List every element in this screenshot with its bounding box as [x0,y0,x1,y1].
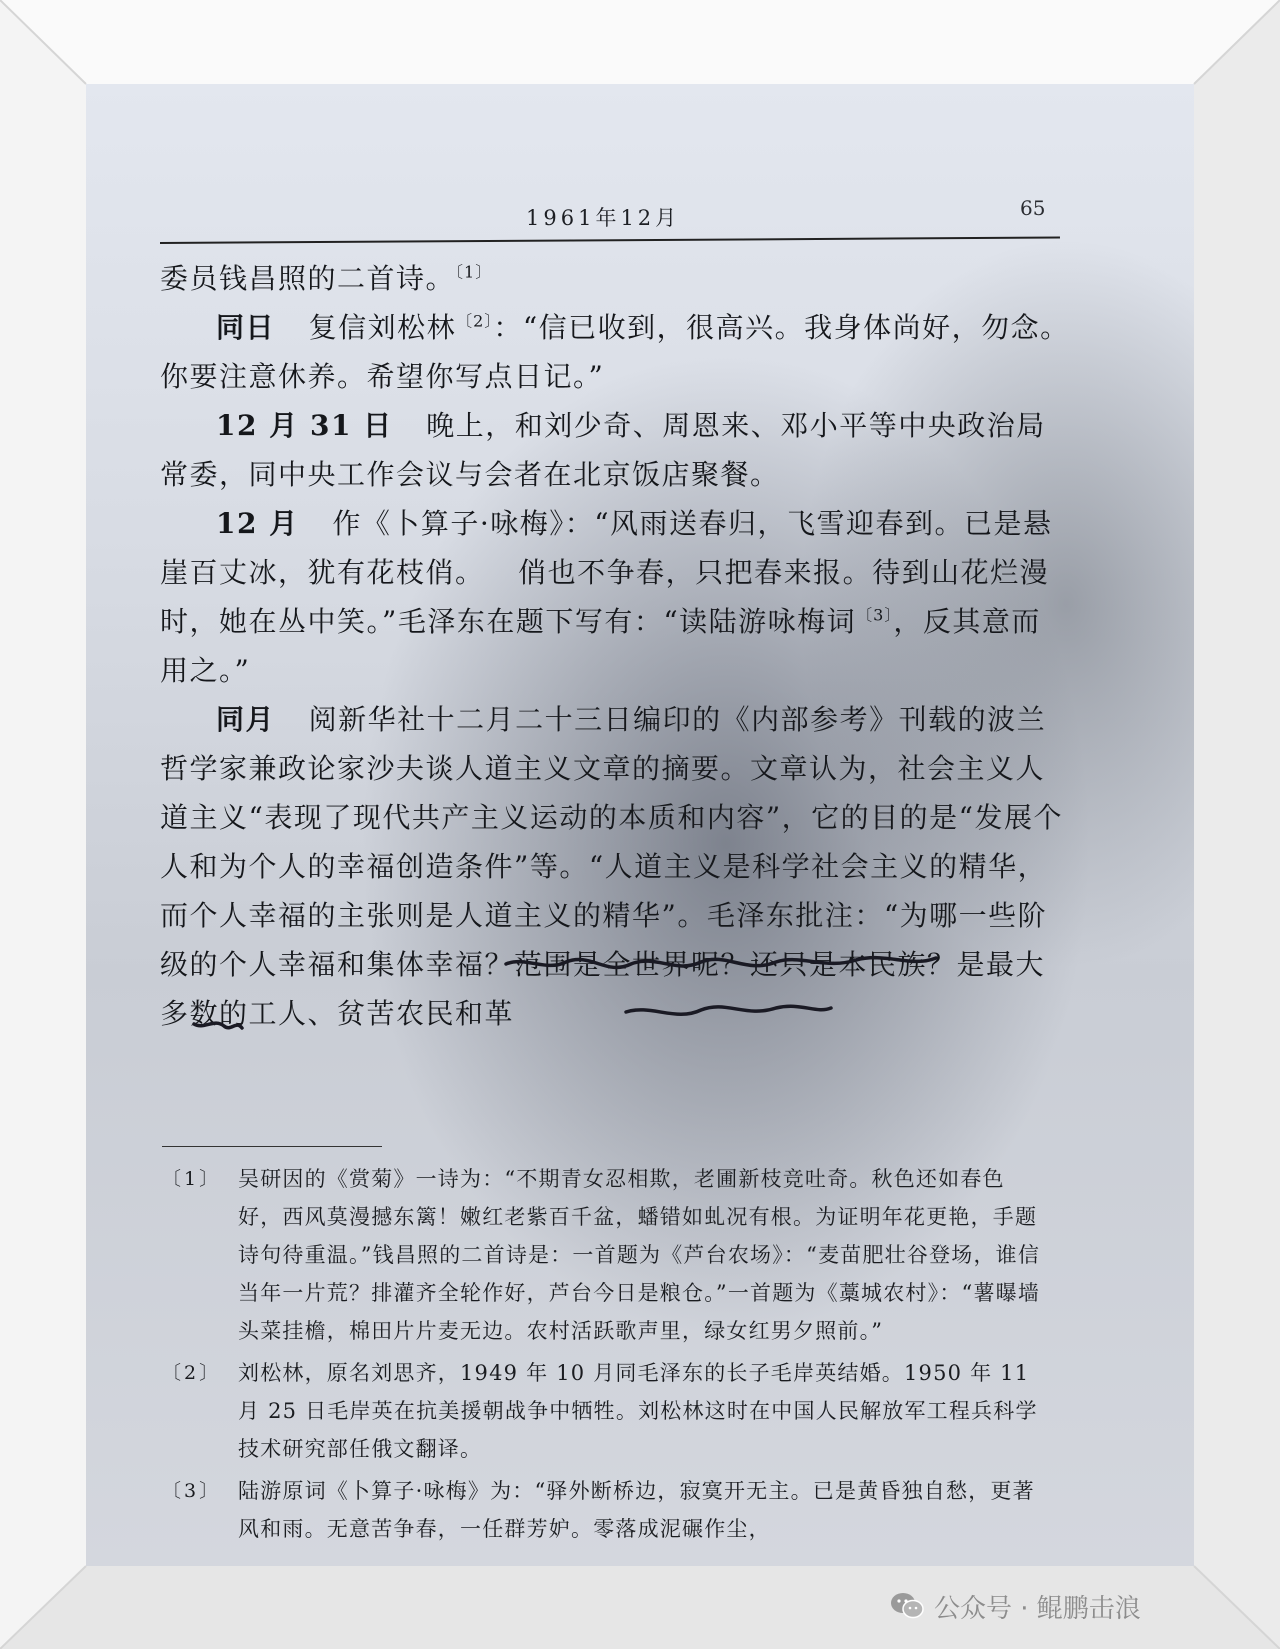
entry-date: 同月 [216,703,276,736]
book-page-photo [86,84,1194,1566]
footnote-rule [162,1146,382,1147]
footnote-text: 陆游原词《卜算子·咏梅》为：“驿外断桥边，寂寞开无主。已是黄昏独自愁，更著风和雨。无意苦争春，一任群芳妒。零落成泥碾作尘， [238,1479,1035,1541]
paragraph-2: 同日 复信刘松林$^{〔2〕}$：“信已收到，很高兴。我身体尚好，勿念。你要注意休养。希望你写点日记。” [160,311,1070,393]
footnote-number: 〔2〕 [162,1362,222,1384]
entry-date: 12 月 [216,507,299,540]
paragraph-3: 12 月 31 日 晚上，和刘少奇、周恩来、邓小平等中央政治局常委，同中央工作会议与会者在北京饭店聚餐。 [160,409,1046,491]
entry-date: 同日 [216,311,276,344]
footnote-ref-1: 〔1〕 [455,262,493,282]
paragraph-5: 同月 阅新华社十二月二十三日编印的《内部参考》刊载的波兰哲学家兼政论家沙夫谈人道主义文章的摘要。文章认为，社会主义人道主义“表现了现代共产主义运动的本质和内容”，它的目的是“发展个人和为个人的幸福创造条件”等。“人道主义是科学社会主义的精华，而个人幸福的主张则是人道主义的精华”。毛泽东批注：“为哪一些阶级的个人幸福和集体幸福？范围是全世界呢？还只是本民族？是最大多数的工人、贫苦农民和革 [160,703,1063,1030]
account-watermark [890,1586,1141,1626]
footnote-ref-3: 〔3〕 [856,605,894,625]
page-number: 65 [1020,196,1046,220]
footnote-number: 〔1〕 [162,1168,222,1190]
main-text [160,254,1070,1038]
paragraph-1: 委员钱昌照的二首诗。$^{〔1〕}$ [160,262,493,295]
wechat-icon [890,1592,924,1620]
footnote-3 [162,1472,1042,1544]
footnote-ref-2: 〔2〕 [456,311,494,331]
footnote-2 [162,1354,1042,1468]
footnotes [162,1160,1042,1548]
watermark-label: 公众号 · 鲲鹏击浪 [934,1593,1141,1624]
paragraph-4: 12 月 作《卜算子·咏梅》：“风雨送春归，飞雪迎春到。已是悬崖百丈冰，犹有花枝俏。 俏也不争春，只把春来报。待到山花烂漫时，她在丛中笑。”毛泽东在题下写有：“读陆游咏梅词$^{〔3〕}$，反其意而用之。” [160,507,1053,687]
header-date: 1961年12月 [526,206,681,230]
footnote-number: 〔3〕 [162,1480,222,1502]
footnote-text: 吴研因的《赏菊》一诗为：“不期青女忍相欺，老圃新枝竞吐奇。秋色还如春色好，西风莫漫撼东篱！嫩红老紫百千盆，蟠错如虬况有根。为证明年花更艳，手题诗句待重温。”钱昌照的二首诗是：一首题为《芦台农场》：“麦苗肥壮谷登场，谁信当年一片荒？排灌齐全轮作好，芦台今日是粮仓。”一首题为《藁城农村》：“薯曝墙头菜挂檐，棉田片片麦无边。农村活跃歌声里，绿女红男夕照前。” [238,1167,1041,1343]
footnote-text: 刘松林，原名刘思齐，1949 年 10 月同毛泽东的长子毛岸英结婚。1950 年 11 月 25 日毛岸英在抗美援朝战争中牺牲。刘松林这时在中国人民解放军工程兵科学技术研究部任俄文翻译。 [238,1361,1038,1461]
entry-date: 12 月 31 日 [216,409,393,442]
footnote-1 [162,1160,1042,1350]
